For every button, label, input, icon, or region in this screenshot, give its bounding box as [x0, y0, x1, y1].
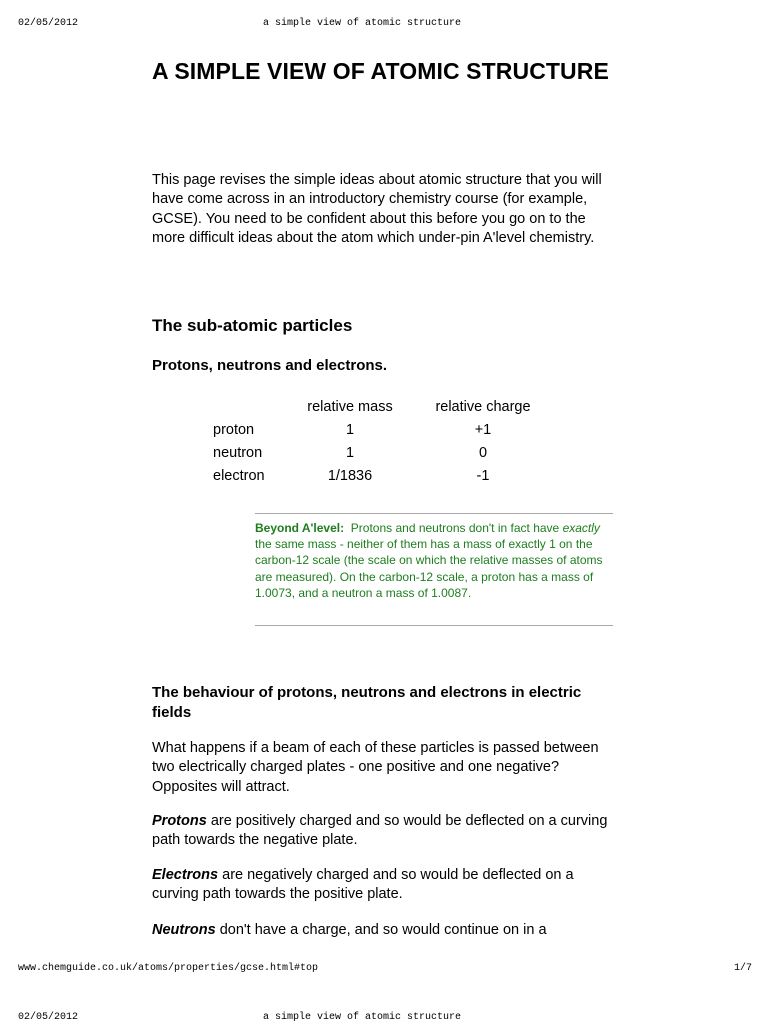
next-page-header-title: a simple view of atomic structure [263, 1012, 462, 1023]
table-cell: 1/1836 [327, 467, 373, 484]
section-heading-electric-fields: The behaviour of protons, neutrons and electrons in electric fields [152, 684, 582, 721]
intro-paragraph: This page revises the simple ideas about atomic structure that you will have come across in an introductory chemistry course (for example, GCSE). You need to be confident about this before you go on to the more difficult ideas about the atom which under-pin A'level chemistry. [152, 172, 602, 246]
table-header: relative mass [307, 398, 393, 415]
table-cell: electron [213, 467, 265, 484]
table-header: relative charge [435, 398, 531, 415]
table-cell: +1 [474, 421, 492, 438]
term-electrons: Electrons [152, 867, 219, 883]
note-label: Beyond A'level: [255, 521, 345, 535]
table-header [213, 395, 293, 418]
table-cell: 1 [345, 444, 355, 461]
table-cell: neutron [213, 444, 263, 461]
table-cell: 1 [345, 421, 355, 438]
table-row [213, 418, 559, 441]
beyond-alevel-note [255, 513, 613, 626]
subheading-protons-neutrons-electrons: Protons, neutrons and electrons. [152, 357, 388, 374]
particle-properties-table [213, 395, 559, 487]
paragraph-electrons [152, 866, 622, 905]
table-header-row [213, 395, 559, 418]
term-protons: Protons [152, 813, 207, 829]
print-footer-page-number: 1/7 [734, 963, 753, 974]
print-footer-url: www.chemguide.co.uk/atoms/properties/gcse.html#top [18, 963, 319, 974]
table-cell: 0 [478, 444, 488, 461]
table-row [213, 464, 559, 487]
page-title: A SIMPLE VIEW OF ATOMIC STRUCTURE [152, 58, 609, 84]
table-cell: -1 [476, 467, 490, 484]
print-header-title: a simple view of atomic structure [263, 18, 462, 29]
neutrons-text: don't have a charge, and so would continue on in a [219, 922, 547, 938]
note-text-before: Protons and neutrons don't in fact have [350, 521, 560, 535]
paragraph-protons [152, 812, 622, 851]
electrons-text: are negatively charged and so would be deflected on a curving path towards the positive plate. [152, 867, 574, 903]
section-heading-sub-atomic-particles: The sub-atomic particles [152, 316, 353, 335]
next-page-header-date: 02/05/2012 [18, 1012, 79, 1023]
note-emphasis: exactly [562, 521, 600, 535]
table-row [213, 441, 559, 464]
note-text-after: the same mass - neither of them has a mass of exactly 1 on the carbon-12 scale (the scale on which the relative masses of atoms are measured). On the carbon-12 scale, a proton has a mass of 1.0073, and a neutron a mass of 1.0087. [255, 537, 603, 600]
protons-text: are positively charged and so would be deflected on a curving path towards the negative plate. [152, 813, 608, 849]
paragraph-beam-question: What happens if a beam of each of these particles is passed between two electrically charged plates - one positive and one negative? Opposites will attract. [152, 740, 599, 795]
table-cell: proton [213, 421, 255, 438]
paragraph-neutrons [152, 921, 622, 940]
term-neutrons: Neutrons [152, 922, 216, 938]
print-header-date: 02/05/2012 [18, 18, 79, 29]
